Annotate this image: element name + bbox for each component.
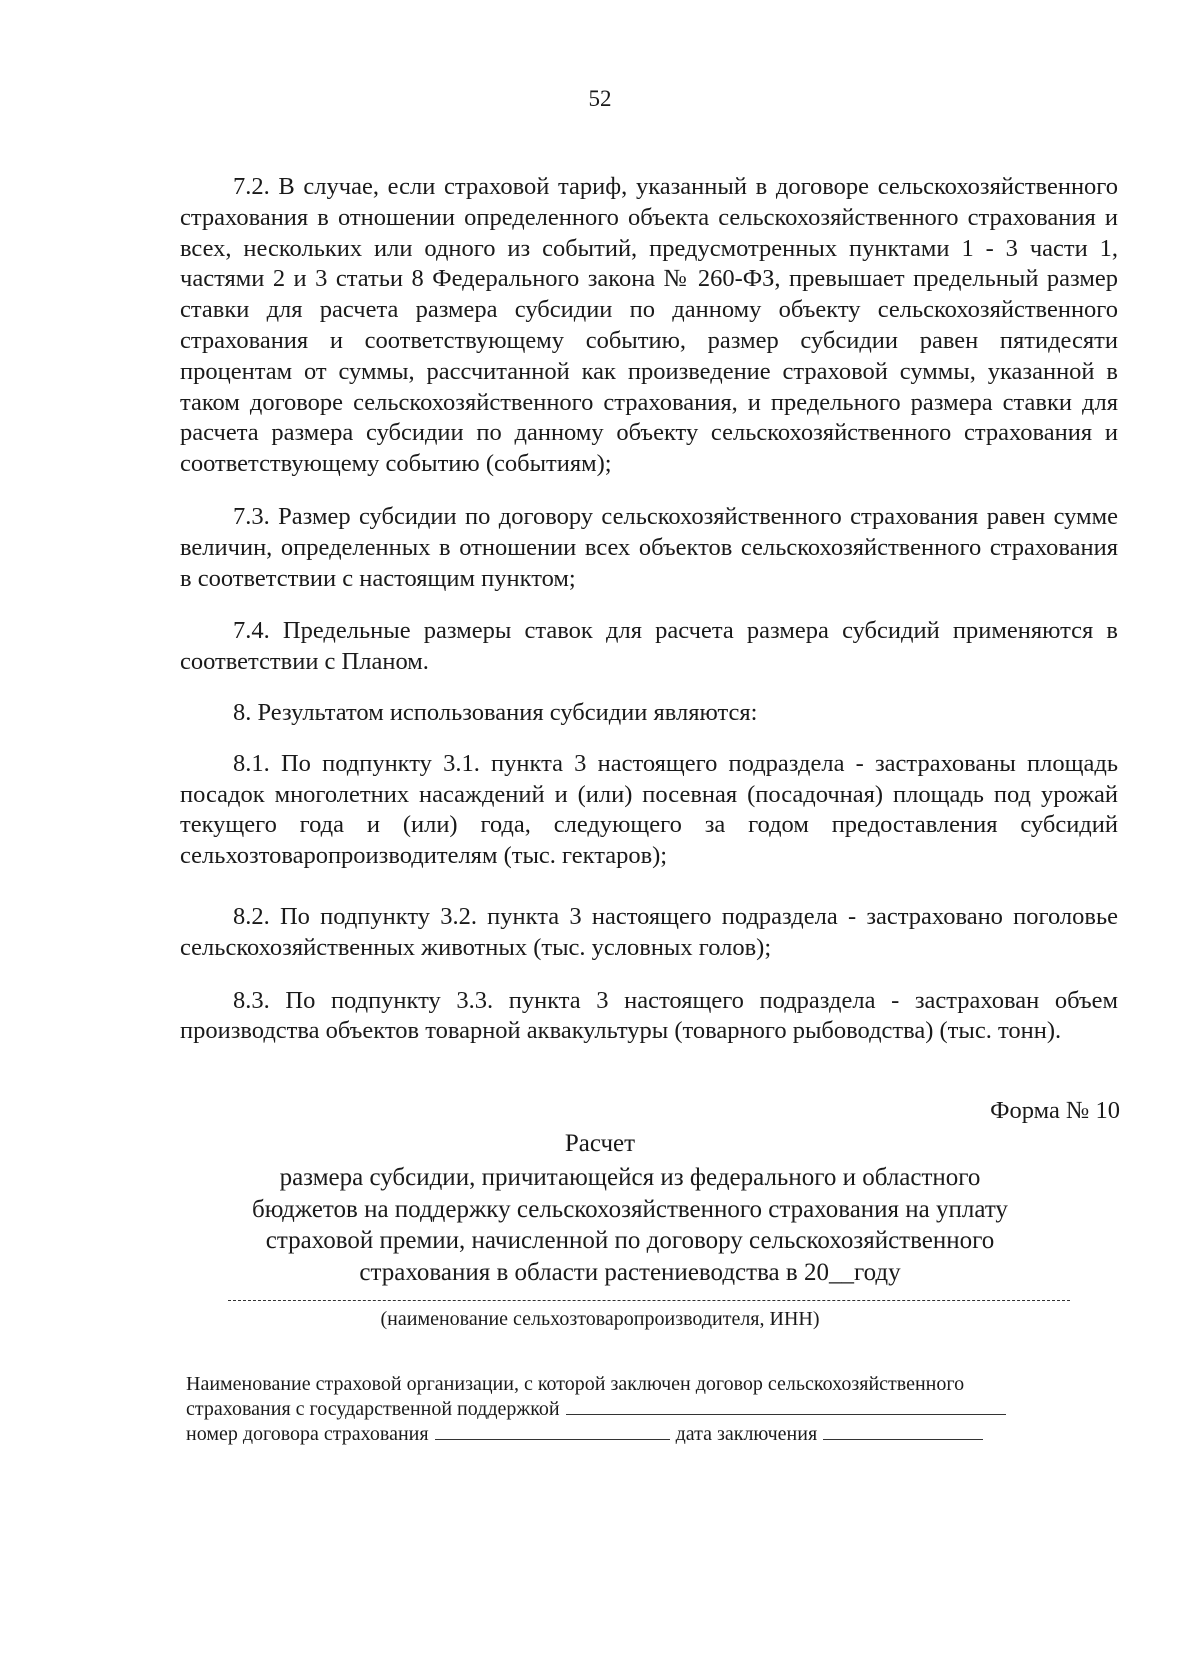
- paragraph-7-4: 7.4. Предельные размеры ставок для расчета размера субсидий применяются в соответствии с Планом.: [180, 617, 1118, 676]
- contract-fields: [186, 1372, 1076, 1447]
- producer-caption: (наименование сельхозтоваропроизводителя, ИНН): [380, 1308, 820, 1330]
- form-subtitle: размера субсидии, причитающейся из федерального и областного бюджетов на поддержку сельскохозяйственного страхования на уплату страховой премии, начисленной по договору сельскохозяйственного страхования в области растениеводства в 20__году: [252, 1164, 1008, 1286]
- paragraph-7-2: 7.2. В случае, если страховой тариф, указанный в договоре сельскохозяйственного страхования в отношении определенного объекта сельскохозяйственного страхования и всех, нескольких или одного из событий, предусмотренных пунктами 1 - 3 части 1, частями 2 и 3 статьи 8 Федерального закона № 260-ФЗ, превышает предельный размер ставки для расчета размера субсидии по данному объекту сельскохозяйственного страхования и соответствующему событию, размер субсидии равен пятидесяти процентам от суммы, рассчитанной как произведение страховой суммы, указанной в таком договоре сельскохозяйственного страхования, и предельного размера ставки для расчета размера субсидии по данному объекту сельскохозяйственного страхования и соответствующему событию (событиям);: [180, 173, 1118, 478]
- insurer-row-2: [186, 1397, 1076, 1422]
- page-number: 52: [588, 86, 612, 111]
- form-number: Форма № 10: [990, 1097, 1120, 1124]
- producer-name-line: [228, 1300, 1070, 1301]
- insurer-row-1: [186, 1372, 1076, 1397]
- document-body: [180, 172, 1118, 1047]
- paragraph-8-1: 8.1. По подпункту 3.1. пункта 3 настоящего подраздела - застрахованы площадь посадок многолетних насаждений и (или) посевная (посадочная) площадь под урожай текущего года и (или) года, следующего за годом предоставления субсидий сельхозтоваропроизводителям (тыс. гектаров);: [180, 749, 1118, 870]
- contract-row: [186, 1422, 1076, 1447]
- contract-date-blank: [823, 1423, 983, 1440]
- paragraph-8: 8. Результатом использования субсидии являются:: [233, 698, 758, 726]
- form-title: Расчет: [564, 1130, 636, 1157]
- insurer-name-blank: [566, 1398, 1006, 1415]
- paragraph-8-2: 8.2. По подпункту 3.2. пункта 3 настоящего подраздела - застраховано поголовье сельскохозяйственных животных (тыс. условных голов);: [180, 902, 1118, 961]
- contract-number-blank: [435, 1423, 670, 1440]
- insurer-label-2: страхования с государственной поддержкой: [186, 1398, 560, 1420]
- contract-date-label: дата заключения: [675, 1423, 818, 1445]
- insurer-label-1: Наименование страховой организации, с которой заключен договор сельскохозяйственного: [186, 1373, 965, 1395]
- paragraph-7-3: 7.3. Размер субсидии по договору сельскохозяйственного страхования равен сумме величин, определенных в отношении всех объектов сельскохозяйственного страхования в соответствии с настоящим пунктом;: [180, 502, 1118, 592]
- contract-number-label: номер договора страхования: [186, 1423, 429, 1445]
- paragraph-8-3: 8.3. По подпункту 3.3. пункта 3 настоящего подраздела - застрахован объем производства объектов товарной аквакультуры (товарного рыбоводства) (тыс. тонн).: [180, 986, 1118, 1045]
